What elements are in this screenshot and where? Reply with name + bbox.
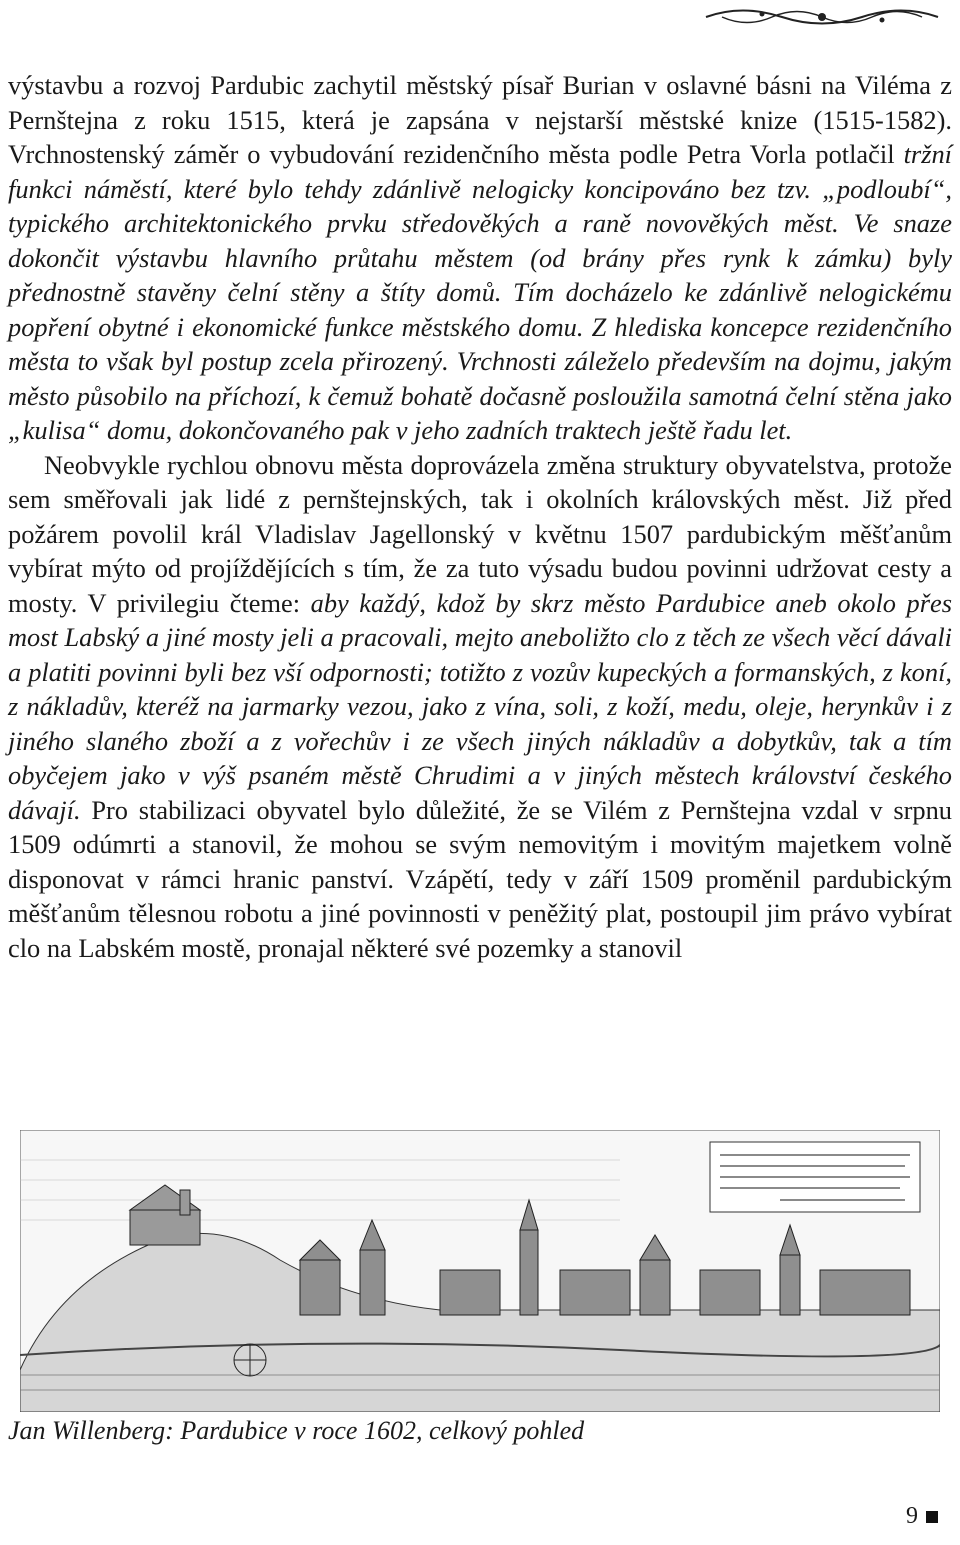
text-run: Pro stabilizaci obyvatel bylo důležité, že se Vilém z Pernštejna vzdal v srpnu 1509 odúmrti a stanovil, že mohou se svým nemovitým i movitým majetkem volně disponovat v rámci hranic panství. Vzápětí, tedy v září 1509 proměnil pardubickým měšťanům tělesnou robotu a jiné povinnosti v peněžitý plat, postoupil jim právo vybírat clo na Labském mostě, pronajal některé své pozemky a stanovil bbox=[8, 794, 952, 963]
page-number bbox=[906, 1503, 938, 1530]
panorama-engraving bbox=[20, 1130, 940, 1412]
italic-quote: aby každý, kdož by skrz město Pardubice aneb okolo přes most Labský a jiné mosty jeli a pracovali, mejto aneboližto clo z těch ze všech věcí dávali a platiti povinni byli bez vší odpornosti; totižto z vozův kupeckých a formanských, z koní, z nákladův, kteréž na jarmarky vezou, jako z vína, soli, z koží, medu, oleje, herynkův i z jiného slaného zboží a z vořechův i ze všech jiných nákladův a dobytkův, tak a tím obyčejem jako v výš psaném městě Chrudimi a v jiných městech království českého dávají. bbox=[8, 587, 952, 825]
text-run: výstavbu a rozvoj Pardubic zachytil městský písař Burian v oslavné básni na Viléma z Pernštejna z roku 1515, která je zapsána v nejstarší městské knize (1515-1582). Vrchnostenský záměr o vybudování rezidenčního města podle Petra Vorla potlačil bbox=[8, 70, 952, 169]
decorative-header-flourish-icon bbox=[702, 2, 942, 32]
text-run: Neobvykle rychlou obnovu města doprovázela změna struktury obyvatelstva, protože sem směřovali jak lidé z pernštejnských, tak i okolních královských měst. Již před požárem povolil král Vladislav Jagellonský v květnu 1507 pardubickým měšťanům vybírat mýto od projíždějících s tím, že za tuto výsadu budou povinni udržovat cesty a mosty. V privilegiu čteme: bbox=[8, 449, 952, 618]
italic-run: tržní funkci náměstí, které bylo tehdy zdánlivě nelogicky koncipováno bez tzv. „podloubí“, typického architektonického prvku středověkých a raně novověkých měst. Ve snaze dokončit výstavbu hlavního průtahu městem (od brány přes rynk k zámku) byly přednostně stavěny čelní stěny a štíty domů. Tím docházelo ke zdánlivě nelogickému popření obytné i ekonomické funkce městského domu. Z hlediska koncepce rezidenčního města to však byl postup zcela přirozený. Vrchnosti záleželo především na dojmu, jakým město působilo na příchozí, k čemuž bohatě dočasně posloužila samotná čelní stěna jako „kulisa“ domu, dokončovaného pak v jeho zadních traktech ještě řadu let. bbox=[8, 139, 952, 445]
page-marker-square-icon bbox=[926, 1511, 938, 1523]
page-number-text: 9 bbox=[906, 1503, 918, 1529]
paragraph bbox=[8, 68, 952, 448]
figure-caption: Jan Willenberg: Pardubice v roce 1602, celkový pohled bbox=[8, 1416, 585, 1445]
paragraph bbox=[8, 448, 952, 966]
body-text bbox=[8, 68, 952, 965]
